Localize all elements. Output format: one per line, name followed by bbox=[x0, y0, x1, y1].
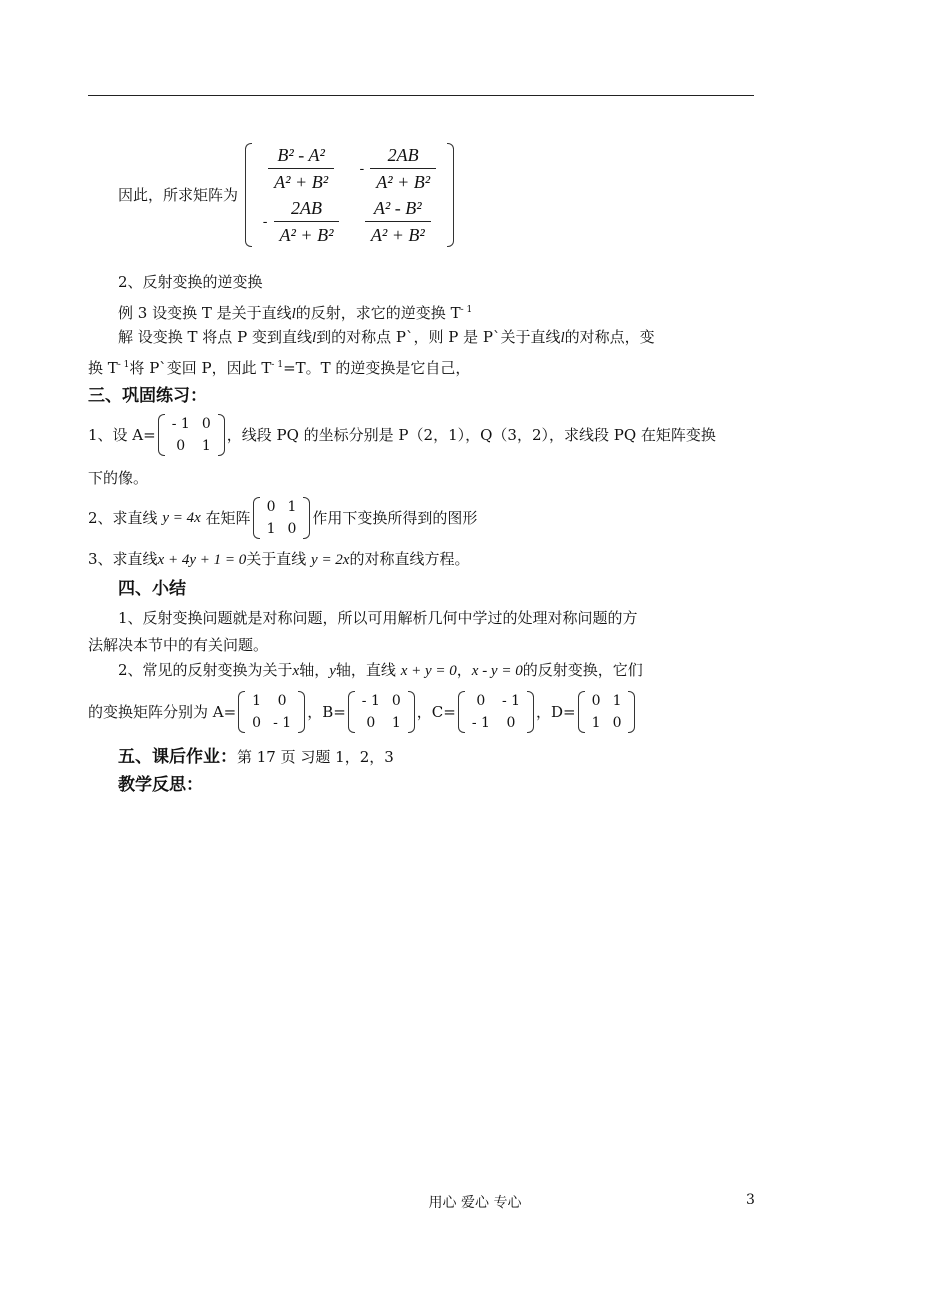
section5 bbox=[118, 746, 394, 768]
ex2-matrix bbox=[253, 496, 311, 540]
matrix-b bbox=[348, 690, 415, 734]
ex3-suffix: 的对称直线方程。 bbox=[349, 550, 470, 568]
ex1-m11: - 1 bbox=[171, 416, 190, 432]
matrix-c bbox=[458, 690, 534, 734]
a21-denominator: A² + B² bbox=[279, 225, 334, 245]
c-m22: 0 bbox=[506, 715, 516, 731]
conclusion-line bbox=[118, 142, 456, 248]
example3-var: l bbox=[291, 306, 296, 322]
ex3-prefix: 3、求直线 bbox=[88, 550, 158, 568]
example3-sup: - 1 bbox=[460, 305, 473, 315]
matrix-a bbox=[238, 690, 305, 734]
summary2-y: y bbox=[329, 663, 336, 679]
summary2-line1 bbox=[118, 659, 643, 682]
ex3-mid: 关于直线 bbox=[246, 550, 307, 568]
section4-heading: 四、小结 bbox=[118, 579, 186, 599]
ex2-m22: 0 bbox=[287, 521, 297, 537]
c-m11: 0 bbox=[476, 693, 486, 709]
ex2-m12: 1 bbox=[287, 499, 297, 515]
d-m21: 1 bbox=[591, 715, 601, 731]
exercise3 bbox=[88, 548, 469, 571]
solution-line2 bbox=[88, 354, 470, 379]
summary2-sep: ， bbox=[456, 661, 472, 679]
example3-prefix: 例 3 设变换 T 是关于直线 bbox=[118, 304, 292, 322]
example3 bbox=[118, 299, 472, 325]
summary2-eq1: x + y = 0 bbox=[400, 663, 457, 679]
solution-mid: 到的对称点 P`，则 P 是 P`关于直线 bbox=[316, 328, 561, 346]
solution-l2-a: 换 T bbox=[88, 359, 118, 377]
a12-numerator: 2AB bbox=[370, 144, 436, 169]
c-label: ，C= bbox=[416, 703, 456, 721]
a-m12: 0 bbox=[277, 693, 287, 709]
ex2-prefix: 2、求直线 bbox=[88, 509, 158, 527]
b-m11: - 1 bbox=[361, 693, 380, 709]
ex1-m12: 0 bbox=[201, 416, 211, 432]
a22-numerator: A² - B² bbox=[365, 197, 431, 222]
exercise2 bbox=[88, 496, 477, 540]
a22-denominator: A² + B² bbox=[370, 225, 425, 245]
section5-text: 第 17 页 习题 1，2，3 bbox=[237, 748, 394, 766]
a11-numerator: B² - A² bbox=[268, 144, 334, 169]
summary2-a: 2、常见的反射变换为关于 bbox=[118, 661, 293, 679]
section3-heading: 三、巩固练习： bbox=[88, 386, 207, 406]
solution-l2-sup1: - 1 bbox=[117, 360, 130, 370]
a21-numerator: 2AB bbox=[274, 197, 340, 222]
ex1-m22: 1 bbox=[201, 438, 211, 454]
page-footer: 用心 爱心 专心 bbox=[428, 1195, 522, 1211]
solution-l2-c: =T。T 的逆变换是它自己， bbox=[283, 359, 471, 377]
a12-sign: - bbox=[359, 160, 365, 177]
matrix-d bbox=[578, 690, 636, 734]
d-m22: 0 bbox=[612, 715, 622, 731]
ex1-suffix: ，线段 PQ 的坐标分别是 P（2，1），Q（3，2），求线段 PQ 在矩阵变换 bbox=[226, 426, 716, 444]
a-m22: - 1 bbox=[273, 715, 292, 731]
d-m11: 0 bbox=[591, 693, 601, 709]
c-m12: - 1 bbox=[501, 693, 521, 709]
a-m11: 1 bbox=[252, 693, 262, 709]
b-m22: 1 bbox=[391, 715, 401, 731]
a-m21: 0 bbox=[252, 715, 262, 731]
header-rule bbox=[88, 95, 754, 96]
solution-l2-b: 将 P`变回 P，因此 T bbox=[129, 359, 272, 377]
summary1-line1: 1、反射变换问题就是对称问题，所以可用解析几何中学过的处理对称问题的方 bbox=[118, 609, 638, 627]
solution-suffix: 的对称点，变 bbox=[564, 328, 655, 346]
d-m12: 1 bbox=[612, 693, 622, 709]
a21-sign: - bbox=[262, 213, 268, 230]
ex3-equation1: x + 4y + 1 = 0 bbox=[157, 552, 247, 568]
summary2-c: 轴，直线 bbox=[335, 661, 396, 679]
summary2-eq2: x - y = 0 bbox=[471, 663, 523, 679]
ex1-matrix bbox=[158, 413, 225, 457]
solution-l2-sup2: - 1 bbox=[271, 360, 284, 370]
solution-line1 bbox=[118, 326, 655, 349]
solution-prefix: 解 设变换 T 将点 P 变到直线 bbox=[118, 328, 312, 346]
summary1-line2: 法解决本节中的有关问题。 bbox=[88, 636, 269, 654]
b-label: ，B= bbox=[307, 703, 346, 721]
ex2-m21: 1 bbox=[266, 521, 276, 537]
page-number: 3 bbox=[746, 1192, 755, 1208]
summary2-d: 的反射变换，它们 bbox=[522, 661, 643, 679]
ex2-equation: y = 4x bbox=[162, 510, 201, 526]
ex2-suffix: 作用下变换所得到的图形 bbox=[312, 509, 478, 527]
a11-denominator: A² + B² bbox=[274, 172, 329, 192]
conclusion-prefix: 因此，所求矩阵为 bbox=[118, 186, 239, 204]
ex2-mid: 在矩阵 bbox=[205, 509, 251, 527]
solution-var: l bbox=[311, 330, 317, 346]
item2-title: 2、反射变换的逆变换 bbox=[118, 273, 263, 291]
ex2-m11: 0 bbox=[266, 499, 276, 515]
b-m12: 0 bbox=[391, 693, 401, 709]
summary2-b: 轴， bbox=[299, 661, 330, 679]
section5-heading: 五、课后作业： bbox=[118, 747, 237, 767]
b-m21: 0 bbox=[366, 715, 376, 731]
d-label: ，D= bbox=[536, 703, 576, 721]
reflection-heading: 教学反思： bbox=[118, 775, 203, 795]
ex1-continued: 下的像。 bbox=[88, 469, 149, 487]
summary2-x: x bbox=[292, 663, 300, 679]
a12-denominator: A² + B² bbox=[376, 172, 431, 192]
ex3-equation2: y = 2x bbox=[311, 552, 350, 568]
reflection-matrix bbox=[245, 142, 454, 248]
example3-mid: 的反射，求它的逆变换 T bbox=[295, 304, 461, 322]
ex1-m21: 0 bbox=[176, 438, 186, 454]
exercise1 bbox=[88, 413, 716, 457]
summary2-prefix: 的变换矩阵分别为 A= bbox=[88, 703, 237, 721]
ex1-prefix: 1、设 A= bbox=[88, 426, 156, 444]
solution-var2: l bbox=[560, 330, 565, 346]
c-m21: - 1 bbox=[471, 715, 490, 731]
summary2-line2 bbox=[88, 690, 637, 734]
